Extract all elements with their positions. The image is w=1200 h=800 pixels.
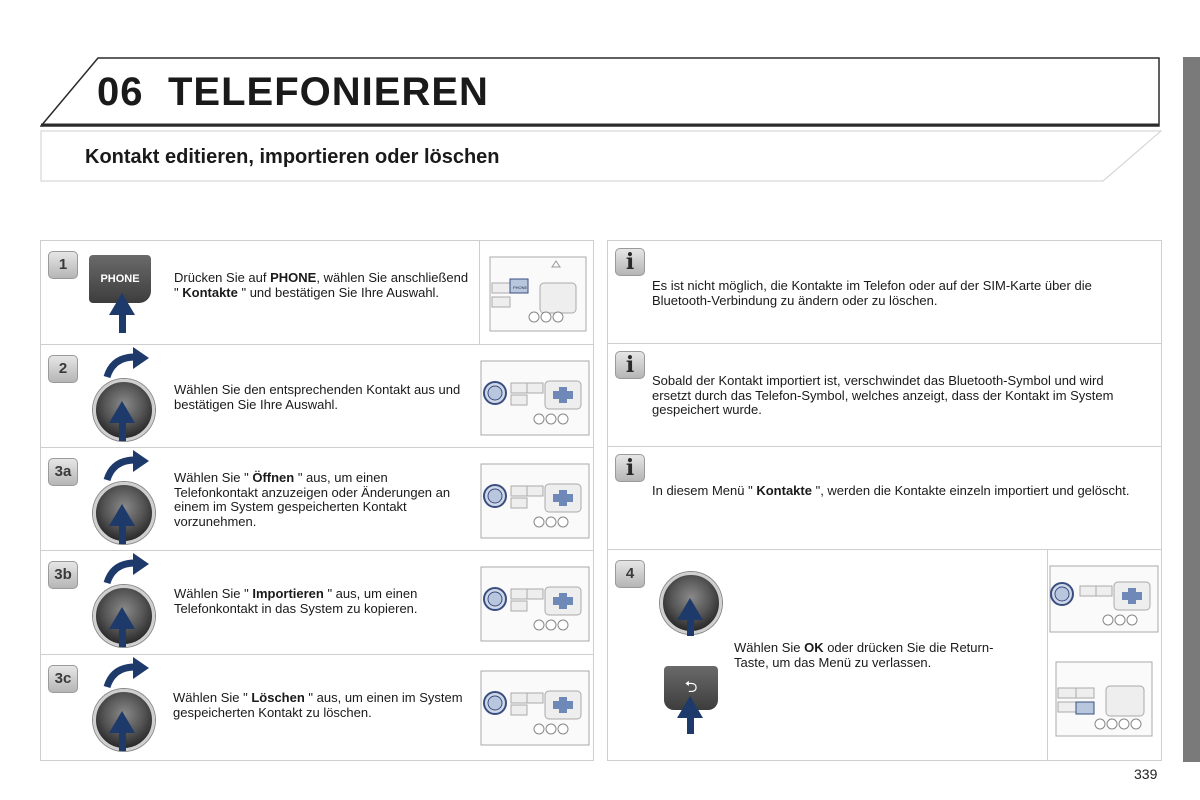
rotate-arrow-icon — [103, 347, 153, 379]
info-icon: i — [615, 351, 645, 379]
radio-panel-illustration — [482, 243, 592, 343]
step-row-3b — [41, 551, 593, 655]
step-badge: 3b — [48, 561, 78, 589]
press-arrow-icon — [109, 401, 135, 423]
step-badge: 1 — [48, 251, 78, 279]
radio-panel-illustration — [479, 450, 593, 550]
step-badge: 4 — [615, 560, 645, 588]
chapter-number: 06 — [97, 70, 144, 114]
info-text: Sobald der Kontakt importiert ist, verschwindet das Bluetooth-Symbol und wird ersetzt durch das Telefon-Symbol, welches anzeigt, dass der Kontakt im System gespeichert wurde. — [652, 373, 1114, 417]
step-text: Wählen Sie " Öffnen " aus, um einen Telefonkontakt anzuzeigen oder Änderungen an einem im System gespeicherten Kontakt vorzunehmen. — [174, 470, 451, 529]
step-row-3a — [41, 448, 593, 551]
step-text: Wählen Sie " Löschen " aus, um einen im System gespeicherten Kontakt zu löschen. — [173, 690, 463, 720]
step-badge: 3c — [48, 665, 78, 693]
info-text: In diesem Menü " Kontakte ", werden die Kontakte einzeln importiert und gelöscht. — [652, 483, 1130, 498]
chapter-title: TELEFONIEREN — [168, 70, 489, 114]
rotate-arrow-icon — [103, 657, 153, 689]
step-text: Drücken Sie auf PHONE, wählen Sie anschließend " Kontakte " und bestätigen Sie Ihre Auswahl. — [174, 270, 469, 300]
radio-image-column — [479, 241, 593, 344]
rotate-arrow-icon — [103, 553, 153, 585]
radio-panel-illustration — [479, 347, 593, 447]
info-row-1 — [608, 241, 1161, 344]
step-row-2 — [41, 345, 593, 448]
info-panel — [607, 240, 1162, 761]
radio-panel-illustration — [1048, 552, 1162, 652]
page-number: 339 — [1134, 766, 1158, 782]
return-button: ⮌ — [664, 666, 718, 710]
press-arrow-icon — [109, 504, 135, 526]
radio-panel-illustration — [479, 553, 593, 653]
step-text: Wählen Sie " Importieren " aus, um einen Telefonkontakt in das System zu kopieren. — [174, 586, 418, 616]
info-row-2 — [608, 344, 1161, 447]
info-icon: i — [615, 248, 645, 276]
radio-image-column — [479, 551, 593, 654]
rotate-arrow-icon — [103, 450, 153, 482]
radio-panel-illustration — [1048, 652, 1162, 752]
step-text: Wählen Sie den entsprechenden Kontakt aus und bestätigen Sie Ihre Auswahl. — [174, 382, 461, 412]
press-arrow-icon — [109, 607, 135, 629]
svg-text:PHONE: PHONE — [513, 285, 528, 290]
press-arrow-icon — [109, 293, 135, 315]
section-title: Kontakt editieren, importieren oder löschen — [85, 146, 500, 168]
radio-image-column — [479, 655, 593, 761]
radio-image-column — [1047, 550, 1161, 761]
step-text: Wählen Sie OK oder drücken Sie die Return-Taste, um das Menü zu verlassen. — [734, 640, 994, 670]
step-badge: 2 — [48, 355, 78, 383]
press-arrow-icon — [677, 598, 703, 620]
info-row-3 — [608, 447, 1161, 550]
press-arrow-icon — [109, 711, 135, 733]
radio-image-column — [479, 345, 593, 447]
step-row-4 — [608, 550, 1161, 761]
steps-panel — [40, 240, 594, 761]
radio-panel-illustration — [479, 657, 593, 757]
step-badge: 3a — [48, 458, 78, 486]
info-icon: i — [615, 454, 645, 482]
side-tab-bar — [1183, 57, 1200, 762]
step-row-3c — [41, 655, 593, 761]
info-text: Es ist nicht möglich, die Kontakte im Telefon oder auf der SIM-Karte über die Bluetooth-Verbindung zu ändern oder zu löschen. — [652, 278, 1092, 308]
radio-image-column — [479, 448, 593, 550]
step-row-1 — [41, 241, 593, 345]
phone-button: PHONE — [89, 255, 151, 303]
press-arrow-icon — [677, 696, 703, 718]
